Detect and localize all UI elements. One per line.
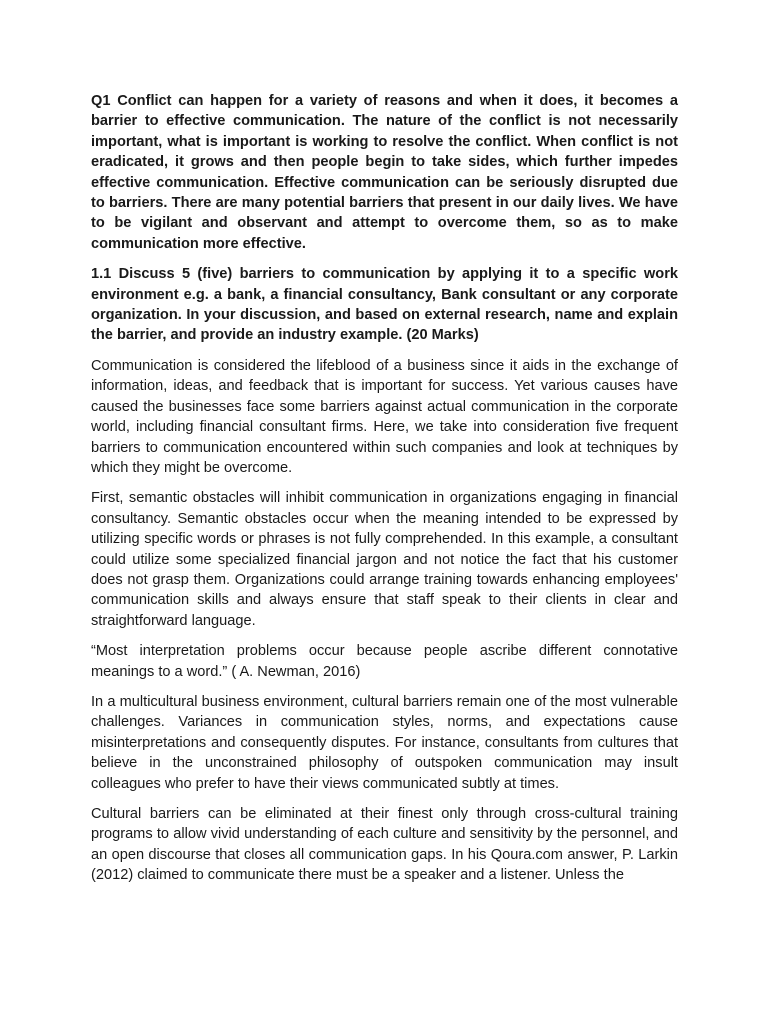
document-page: [91, 91, 678, 896]
body-paragraph: Communication is considered the lifeblood of a business since it aids in the exchange of information, ideas, and feedback that is important for success. Yet various causes have caused the businesses face some barriers against actual communication in the corporate world, including financial consultant firms. Here, we take into consideration five frequent barriers to communication encountered within such companies and look at techniques by which they might be overcome.: [91, 357, 678, 476]
quote-paragraph: “Most interpretation problems occur because people ascribe different connotative meanings to a word.” ( A. Newman, 2016): [91, 643, 678, 680]
body-paragraph: Cultural barriers can be eliminated at their finest only through cross-cultural training programs to allow vivid understanding of each culture and sensitivity by the personnel, and an open discourse that closes all communication gaps. In his Qoura.com answer, P. Larkin (2012) claimed to communicate there must be a speaker and a listener. Unless the: [91, 806, 678, 884]
body-paragraph: In a multicultural business environment, cultural barriers remain one of the most vulnerable challenges. Variances in communication styles, norms, and expectations cause misinterpretations and consequently disputes. For instance, consultants from cultures that believe in the unconstrained philosophy of outspoken communication may insult colleagues who prefer to have their views communicated subtly at times.: [91, 693, 678, 792]
task-paragraph: 1.1 Discuss 5 (five) barriers to communication by applying it to a specific work environment e.g. a bank, a financial consultancy, Bank consultant or any corporate organization. In your discussion, and based on external research, name and explain the barrier, and provide an industry example. (20 Marks): [91, 266, 678, 344]
body-paragraph: First, semantic obstacles will inhibit communication in organizations engaging in financial consultancy. Semantic obstacles occur when the meaning intended to be expressed by utilizing specific words or phrases is not fully comprehended. In this example, a consultant could utilize some specialized financial jargon and not notice the fact that his customer does not grasp them. Organizations could arrange training towards enhancing employees' communication skills and always ensure that staff speak to their clients in clear and straightforward language.: [91, 490, 678, 629]
question-paragraph: Q1 Conflict can happen for a variety of reasons and when it does, it becomes a barrier to effective communication. The nature of the conflict is not necessarily important, what is important is working to resolve the conflict. When conflict is not eradicated, it grows and then people begin to take sides, which further impedes effective communication. Effective communication can be seriously disrupted due to barriers. There are many potential barriers that present in our daily lives. We have to be vigilant and observant and attempt to overcome them, so as to make communication more effective.: [91, 93, 678, 252]
